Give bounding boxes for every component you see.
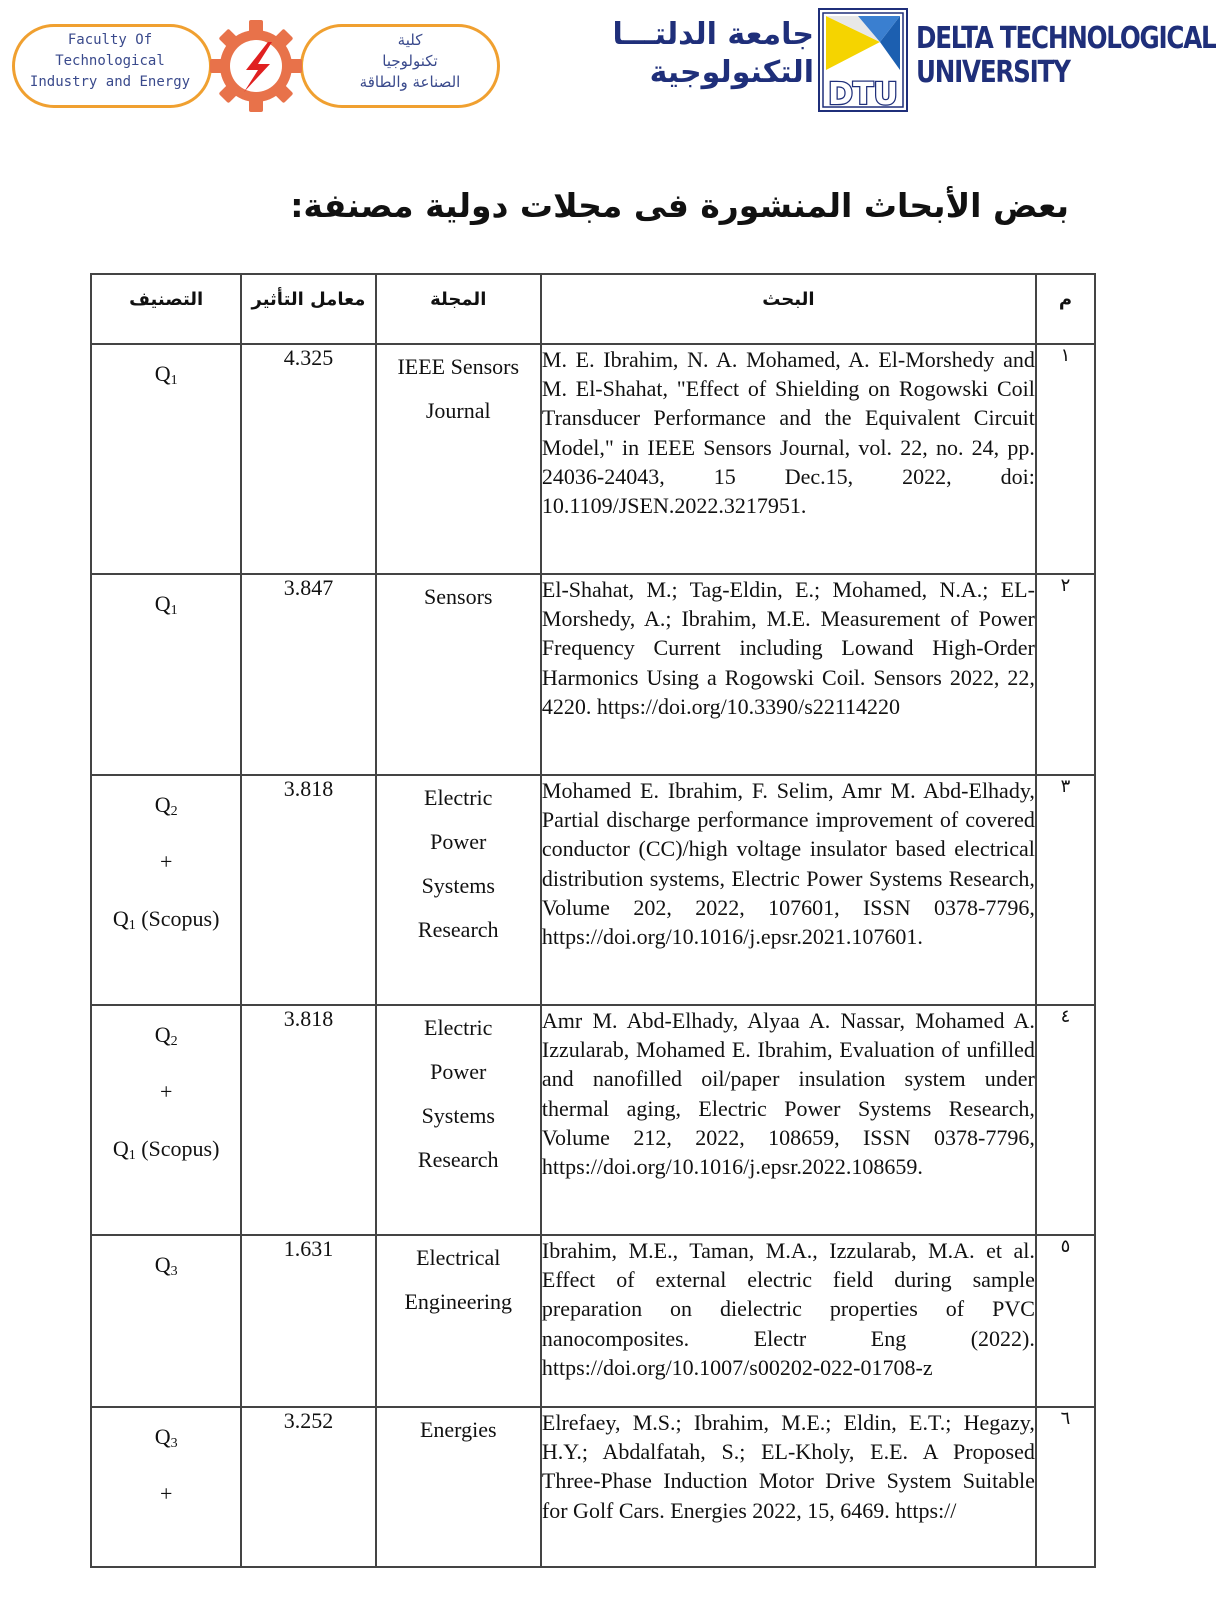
quartile-number: 3 <box>170 1436 178 1451</box>
quartile-number: 1 <box>170 373 178 388</box>
quartile-suffix: (Scopus) <box>135 1136 220 1161</box>
journal-line: Power <box>430 829 487 854</box>
row-paper-citation: M. E. Ibrahim, N. A. Mohamed, A. El-Morshedy and M. El-Shahat, "Effect of Shielding on Rogowski Coil Transducer Performance and the Equivalent Circuit Model," in IEEE Sensors Journal, vol. 22, no. 24, pp. 24036-24043, 15 Dec.15, 2022, doi: 10.1109/JSEN.2022.3217951. <box>541 344 1036 574</box>
classification-quartile <box>92 1236 240 1293</box>
quartile-letter: Q <box>154 1022 171 1047</box>
faculty-logo-arabic-text <box>330 30 490 93</box>
dtu-emblem-text: DTU <box>828 77 898 112</box>
classification-plus: + <box>159 849 173 874</box>
journal-line: Engineering <box>404 1289 512 1314</box>
university-ar-line: جامعة الدلتـــا <box>612 17 814 52</box>
quartile-letter: Q <box>112 906 129 931</box>
quartile-letter: Q <box>154 1424 171 1449</box>
faculty-ar-line: كلية <box>397 31 423 49</box>
row-impact-factor: 4.325 <box>241 344 375 574</box>
quartile-number: 1 <box>128 1148 136 1163</box>
table-row <box>91 1005 1095 1235</box>
row-journal <box>376 1005 541 1235</box>
faculty-en-line: Industry and Energy <box>29 74 191 90</box>
row-impact-factor: 3.818 <box>241 775 375 1005</box>
journal-line: Electric <box>424 785 493 810</box>
quartile-number: 1 <box>170 603 178 618</box>
table-row <box>91 344 1095 574</box>
header-index: م <box>1036 274 1095 344</box>
row-classification <box>91 1005 241 1235</box>
page-title: بعض الأبحاث المنشورة فى مجلات دولية مصنفة: <box>290 186 1069 225</box>
classification-quartile <box>92 1408 240 1465</box>
row-paper-citation: Amr M. Abd-Elhady, Alyaa A. Nassar, Mohamed A. Izzularab, Mohamed E. Ibrahim, Evaluation of unfilled and nanofilled oil/paper insulation system under thermal aging, Electric Power Systems Research, Volume 212, 2022, 108659, ISSN 0378-7796, https://doi.org/10.1016/j.epsr.2022.108659. <box>541 1005 1036 1235</box>
classification-plus: + <box>159 1481 173 1506</box>
faculty-logo-english-text <box>20 30 200 93</box>
university-en-line: UNIVERSITY <box>916 55 1070 90</box>
row-classification <box>91 1407 241 1567</box>
journal-line: IEEE Sensors <box>397 354 520 379</box>
faculty-logo <box>12 18 502 114</box>
header-paper: البحث <box>541 274 1036 344</box>
quartile-number: 2 <box>170 804 178 819</box>
row-classification <box>91 574 241 775</box>
row-index: ٥ <box>1036 1235 1095 1407</box>
header-impact-factor: معامل التأثير <box>241 274 375 344</box>
row-impact-factor: 1.631 <box>241 1235 375 1407</box>
journal-line: Energies <box>419 1417 497 1442</box>
row-index: ٤ <box>1036 1005 1095 1235</box>
header-journal: المجلة <box>376 274 541 344</box>
row-paper-citation: Mohamed E. Ibrahim, F. Selim, Amr M. Abd-Elhady, Partial discharge performance improvement of covered conductor (CC)/high voltage insulator based electrical distribution systems, Electric Power Systems Research, Volume 202, 2022, 107601, ISSN 0378-7796, https://doi.org/10.1016/j.epsr.2021.107601. <box>541 775 1036 1005</box>
faculty-en-line: Technological <box>55 53 165 69</box>
journal-line: Research <box>417 1147 499 1172</box>
gear-lightning-icon <box>198 18 314 114</box>
dtu-emblem-icon <box>818 8 908 112</box>
quartile-letter: Q <box>154 591 171 616</box>
classification-plus: + <box>159 1079 173 1104</box>
classification-quartile <box>92 345 240 402</box>
university-logo <box>612 8 1216 114</box>
quartile-suffix: (Scopus) <box>135 906 220 931</box>
journal-line: Journal <box>425 398 491 423</box>
row-classification <box>91 344 241 574</box>
row-impact-factor: 3.847 <box>241 574 375 775</box>
faculty-ar-line: الصناعة والطاقة <box>359 73 461 91</box>
quartile-letter: Q <box>154 361 171 386</box>
table-row <box>91 1235 1095 1407</box>
table-row <box>91 574 1095 775</box>
row-index: ٦ <box>1036 1407 1095 1567</box>
journal-line: Electric <box>424 1015 493 1040</box>
row-paper-citation: Ibrahim, M.E., Taman, M.A., Izzularab, M.A. et al. Effect of external electric field during sample preparation on dielectric properties of PVC nanocomposites. Electr Eng (2022). https://doi.org/10.1007/s00202-022-01708-z <box>541 1235 1036 1407</box>
journal-line: Systems <box>421 873 495 898</box>
quartile-number: 1 <box>128 918 136 933</box>
table-row <box>91 1407 1095 1567</box>
quartile-letter: Q <box>154 1252 171 1277</box>
table-header-row <box>91 274 1095 344</box>
university-en-line: DELTA TECHNOLOGICAL <box>916 21 1216 56</box>
journal-line: Power <box>430 1059 487 1084</box>
header-classification: التصنيف <box>91 274 241 344</box>
classification-quartile <box>92 575 240 632</box>
faculty-ar-line: تكنولوجيا <box>382 52 438 70</box>
row-index: ٣ <box>1036 775 1095 1005</box>
classification-quartile <box>92 1120 240 1177</box>
row-classification <box>91 1235 241 1407</box>
quartile-letter: Q <box>112 1136 129 1161</box>
table-body <box>91 344 1095 1567</box>
row-journal <box>376 1235 541 1407</box>
journal-line: Systems <box>421 1103 495 1128</box>
classification-quartile <box>92 890 240 947</box>
journal-line: Electrical <box>416 1245 501 1270</box>
row-impact-factor: 3.252 <box>241 1407 375 1567</box>
classification-quartile <box>92 776 240 833</box>
quartile-number: 2 <box>170 1034 178 1049</box>
university-ar-line: التكنولوجية <box>649 55 814 90</box>
row-journal <box>376 1407 541 1567</box>
university-arabic-name <box>613 16 814 92</box>
quartile-letter: Q <box>154 792 171 817</box>
row-journal <box>376 574 541 775</box>
row-index: ١ <box>1036 344 1095 574</box>
row-paper-citation: Elrefaey, M.S.; Ibrahim, M.E.; Eldin, E.T.; Hegazy, H.Y.; Abdalfatah, S.; EL-Kholy, E.E. A Proposed Three-Phase Induction Motor Drive System Suitable for Golf Cars. Energies 2022, 15, 6469. https:// <box>541 1407 1036 1567</box>
university-english-name <box>916 22 1215 90</box>
classification-quartile <box>92 1006 240 1063</box>
faculty-en-line: Faculty Of <box>67 32 153 48</box>
journal-line: Sensors <box>424 584 493 609</box>
row-paper-citation: El-Shahat, M.; Tag-Eldin, E.; Mohamed, N.A.; EL-Morshedy, A.; Ibrahim, M.E. Measurement of Power Frequency Current including Lowand High-Order Harmonics Using a Rogowski Coil. Sensors 2022, 22, 4220. https://doi.org/10.3390/s22114220 <box>541 574 1036 775</box>
quartile-number: 3 <box>170 1264 178 1279</box>
row-journal <box>376 775 541 1005</box>
table-row <box>91 775 1095 1005</box>
row-classification <box>91 775 241 1005</box>
row-index: ٢ <box>1036 574 1095 775</box>
publications-table <box>90 273 1096 1568</box>
journal-line: Research <box>417 917 499 942</box>
row-journal <box>376 344 541 574</box>
row-impact-factor: 3.818 <box>241 1005 375 1235</box>
